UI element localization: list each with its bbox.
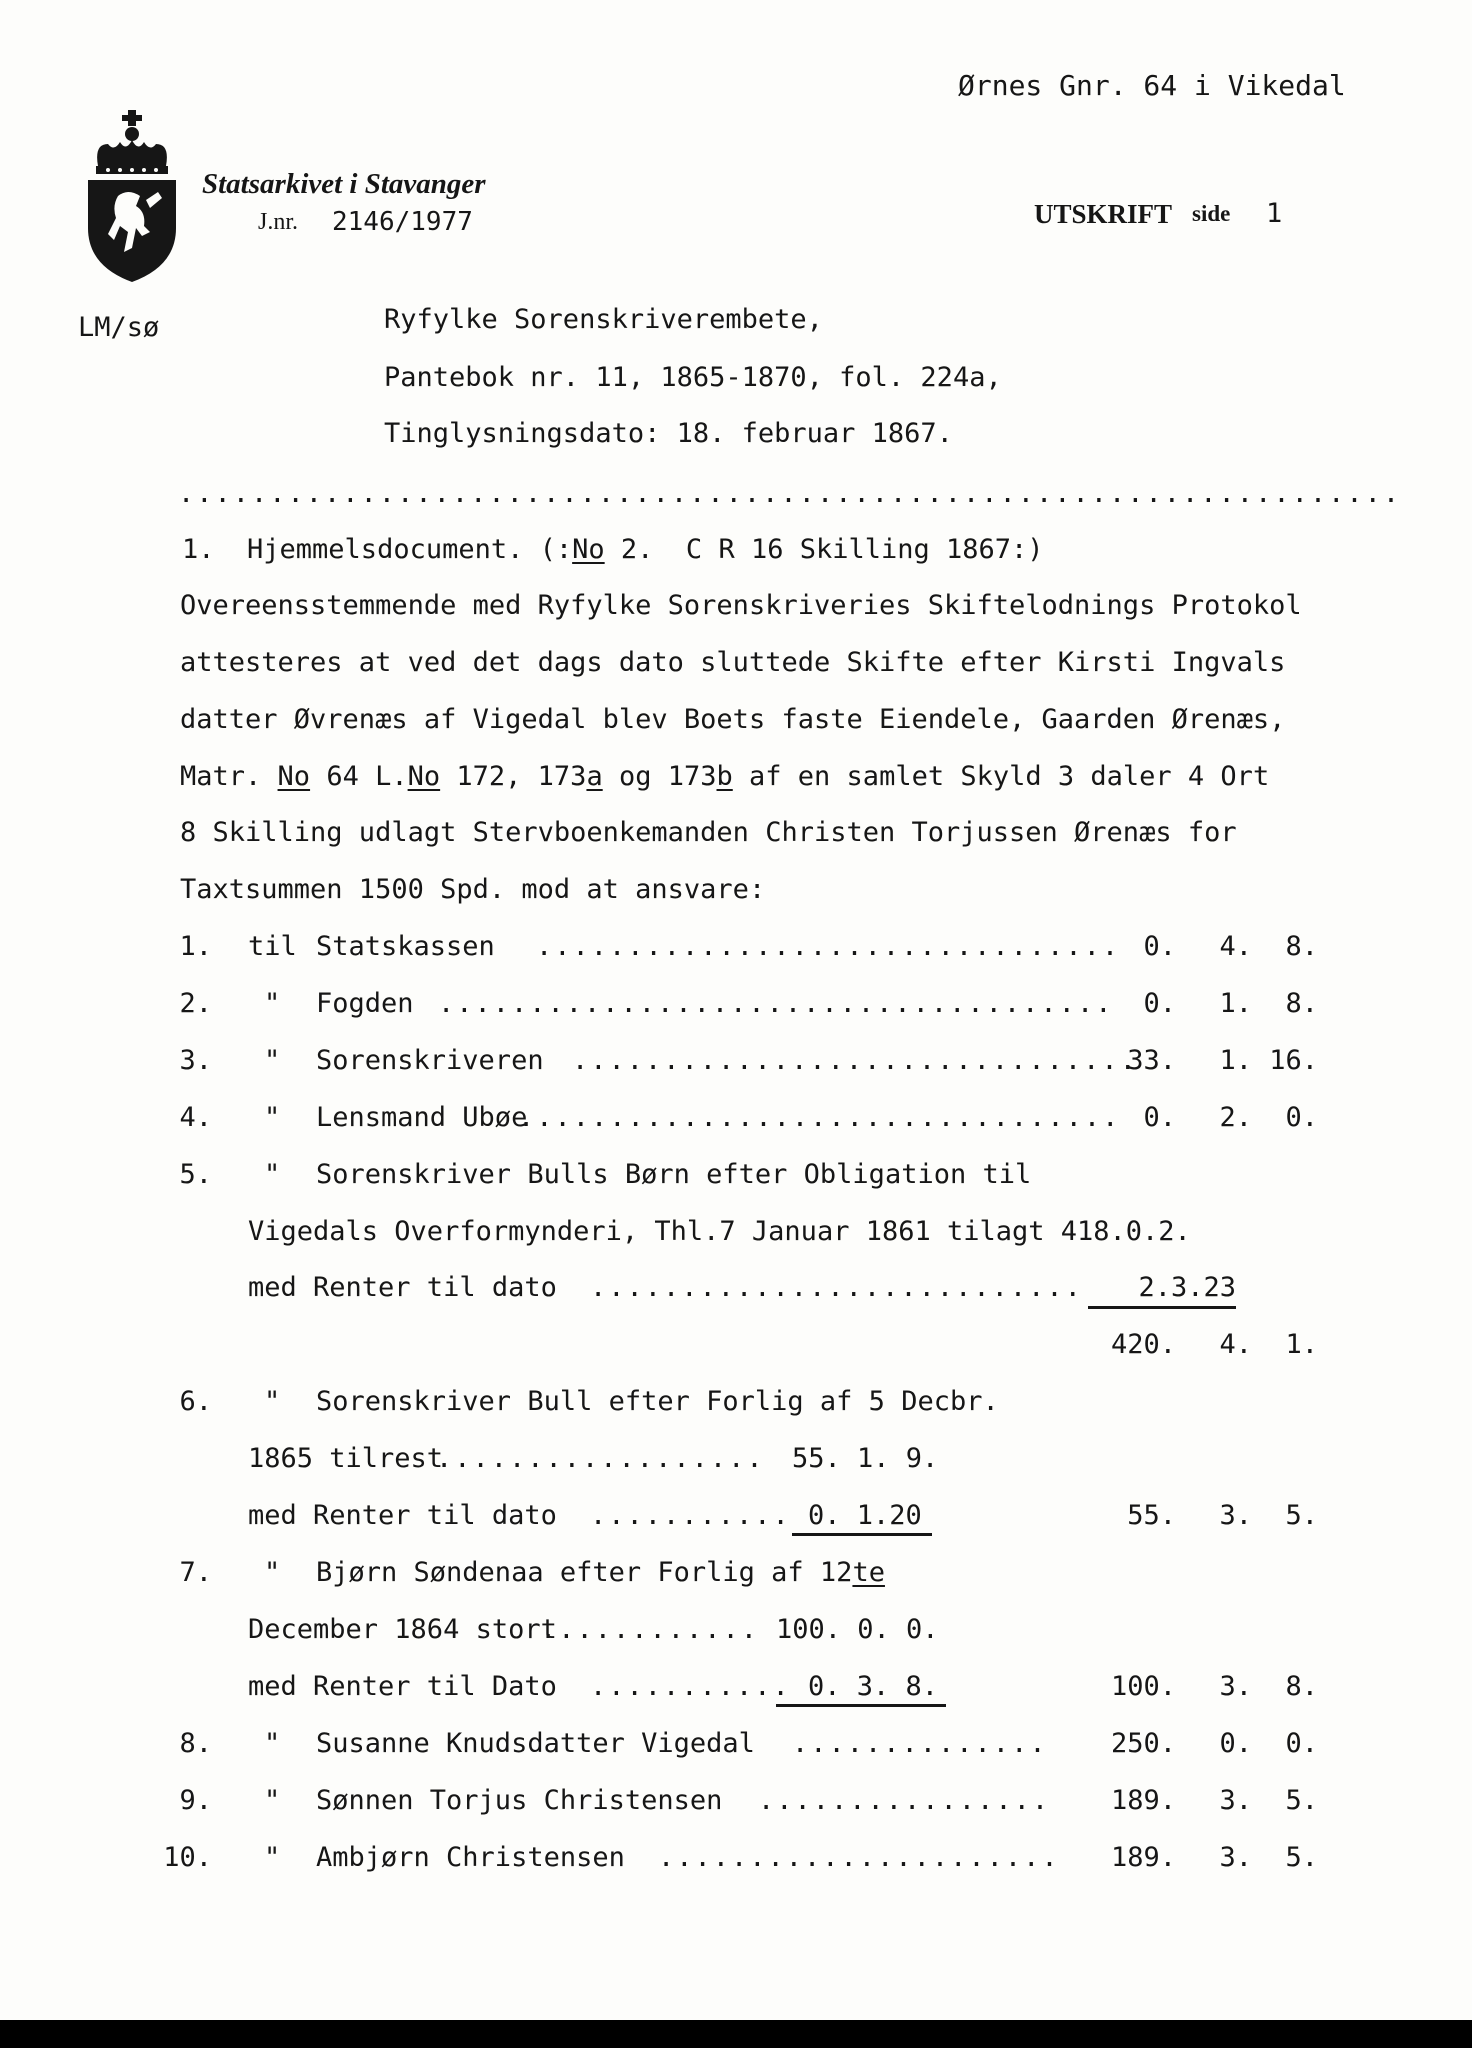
body-line-4: Matr. No 64 L.No 172, 173a og 173b af en samlet Skyld 3 daler 4 Ort	[180, 761, 1270, 792]
entry-label: Lensmand Ubøe	[316, 1102, 528, 1133]
amount-daler: 250.	[1110, 1728, 1176, 1759]
body-line-6: Taxtsummen 1500 Spd. mod at ansvare:	[180, 874, 766, 905]
ditto-mark: "	[264, 1386, 281, 1417]
leader-dots	[536, 931, 1112, 963]
leader-dots	[590, 1272, 1084, 1304]
amount-daler: 0.	[1143, 1102, 1176, 1133]
interest-amount: 2.3.23	[1138, 1272, 1236, 1303]
entry-prefix: til	[248, 931, 297, 962]
entry-number: 3.	[179, 1045, 212, 1076]
body-line-5: 8 Skilling udlagt Stervboenkemanden Christen Torjussen Ørenæs for	[180, 817, 1237, 848]
amount-ort: 4.	[1219, 931, 1252, 962]
entry-number: 2.	[179, 988, 212, 1019]
page-number: 1	[1266, 198, 1283, 229]
total-ort: 3.	[1219, 1671, 1252, 1702]
amount-skilling: 8.	[1285, 931, 1318, 962]
entry-number: 5.	[179, 1159, 212, 1190]
leader-dots	[758, 1785, 1052, 1817]
entry-label: Sorenskriver Bulls Børn efter Obligation til	[316, 1159, 1032, 1190]
amount-ort: 3.	[1219, 1842, 1252, 1873]
amount-ort: 0.	[1219, 1728, 1252, 1759]
amount-ort: 1.	[1219, 988, 1252, 1019]
amount-ort: 1.	[1219, 1045, 1252, 1076]
total-skilling: 1.	[1285, 1329, 1318, 1360]
interest-label: med Renter til dato	[248, 1500, 557, 1531]
ditto-mark: "	[264, 988, 281, 1019]
entry-label: Fogden	[316, 988, 414, 1019]
entry-detail-line: 1865 tilrest	[248, 1443, 444, 1474]
sum-underline	[1088, 1306, 1236, 1309]
amount-skilling: 5.	[1285, 1785, 1318, 1816]
amount-skilling: 8.	[1285, 988, 1318, 1019]
sum-underline	[792, 1533, 932, 1536]
leader-dots	[438, 988, 1112, 1020]
total-ort: 3.	[1219, 1500, 1252, 1531]
entry-label: Statskassen	[316, 931, 495, 962]
amount-daler: 0.	[1143, 988, 1176, 1019]
entry-number: 4.	[179, 1102, 212, 1133]
ditto-mark: "	[264, 1842, 281, 1873]
total-daler: 55.	[1127, 1500, 1176, 1531]
amount-daler: 33.	[1127, 1045, 1176, 1076]
ditto-mark: "	[264, 1159, 281, 1190]
ditto-mark: "	[264, 1045, 281, 1076]
interest-amount: 0. 1.20	[808, 1500, 922, 1531]
interest-label: med Renter til dato	[248, 1272, 557, 1303]
body-line-3: datter Øvrenæs af Vigedal blev Boets faste Eiendele, Gaarden Ørenæs,	[180, 704, 1286, 735]
sum-underline	[776, 1704, 946, 1707]
institution-name: Statsarkivet i Stavanger	[202, 168, 486, 200]
total-daler: 100.	[1110, 1671, 1176, 1702]
total-ort: 4.	[1219, 1329, 1252, 1360]
leader-dots	[572, 1045, 1132, 1077]
entry-detail-line: Vigedals Overformynderi, Thl.7 Januar 1861 tilagt 418.0.2.	[248, 1216, 1191, 1247]
amount-skilling: 16.	[1269, 1045, 1318, 1076]
journal-number: 2146/1977	[332, 207, 473, 237]
entry-label: Susanne Knudsdatter Vigedal	[316, 1728, 755, 1759]
total-skilling: 5.	[1285, 1500, 1318, 1531]
amount-daler: 189.	[1110, 1785, 1176, 1816]
source-office: Ryfylke Sorenskriverembete,	[384, 304, 823, 335]
amount-ort: 2.	[1219, 1102, 1252, 1133]
transcript-label: UTSKRIFT	[1034, 199, 1173, 229]
entry-label: Sorenskriveren	[316, 1045, 544, 1076]
leader-dots	[518, 1102, 1112, 1134]
entry-label: Sønnen Torjus Christensen	[316, 1785, 723, 1816]
source-volume: Pantebok nr. 11, 1865-1870, fol. 224a,	[384, 362, 1002, 393]
entry-number: 1.	[179, 931, 212, 962]
leader-dots	[590, 1500, 784, 1532]
leader-dots	[792, 1728, 1052, 1760]
entry-label: Sorenskriver Bull efter Forlig af 5 Decbr.	[316, 1386, 999, 1417]
leader-dots	[658, 1842, 1052, 1874]
amount-skilling: 0.	[1285, 1102, 1318, 1133]
total-skilling: 8.	[1285, 1671, 1318, 1702]
principal-amount: 55. 1. 9.	[792, 1443, 939, 1474]
amount-daler: 189.	[1110, 1842, 1176, 1873]
dotted-separator	[178, 478, 1403, 510]
norwegian-coat-of-arms-icon	[84, 108, 180, 284]
amount-daler: 0.	[1143, 931, 1176, 962]
body-line-2: attesteres at ved det dags dato sluttede Skifte efter Kirsti Ingvals	[180, 647, 1286, 678]
entry-label: Bjørn Søndenaa efter Forlig af 12te	[316, 1557, 885, 1588]
entry-number: 6.	[179, 1386, 212, 1417]
ditto-mark: "	[264, 1102, 281, 1133]
property-reference: Ørnes Gnr. 64 i Vikedal	[958, 69, 1346, 102]
body-line-1: Overeensstemmende med Ryfylke Sorenskriveries Skiftelodnings Protokol	[180, 590, 1302, 621]
entry-number: 7.	[179, 1557, 212, 1588]
entry-number: 9.	[179, 1785, 212, 1816]
leader-dots	[590, 1671, 784, 1703]
interest-label: med Renter til Dato	[248, 1671, 557, 1702]
interest-amount: 0. 3. 8.	[808, 1671, 939, 1702]
amount-skilling: 5.	[1285, 1842, 1318, 1873]
entry-number: 8.	[179, 1728, 212, 1759]
registration-date: Tinglysningsdato: 18. februar 1867.	[384, 418, 953, 449]
journal-label: J.nr.	[258, 209, 299, 235]
page-label: side	[1192, 201, 1231, 226]
ditto-mark: "	[264, 1557, 281, 1588]
ditto-mark: "	[264, 1785, 281, 1816]
ditto-mark: "	[264, 1728, 281, 1759]
entry-label: Ambjørn Christensen	[316, 1842, 625, 1873]
document-heading: 1. Hjemmelsdocument. (:No 2. C R 16 Skilling 1867:)	[182, 534, 1044, 565]
total-daler: 420.	[1110, 1329, 1176, 1360]
leader-dots	[540, 1614, 752, 1646]
leader-dots	[436, 1443, 768, 1475]
amount-skilling: 0.	[1285, 1728, 1318, 1759]
clerk-initials: LM/sø	[78, 312, 160, 343]
entry-number: 10.	[163, 1842, 212, 1873]
amount-ort: 3.	[1219, 1785, 1252, 1816]
entry-detail-line: December 1864 stort	[248, 1614, 557, 1645]
principal-amount: 100. 0. 0.	[776, 1614, 939, 1645]
